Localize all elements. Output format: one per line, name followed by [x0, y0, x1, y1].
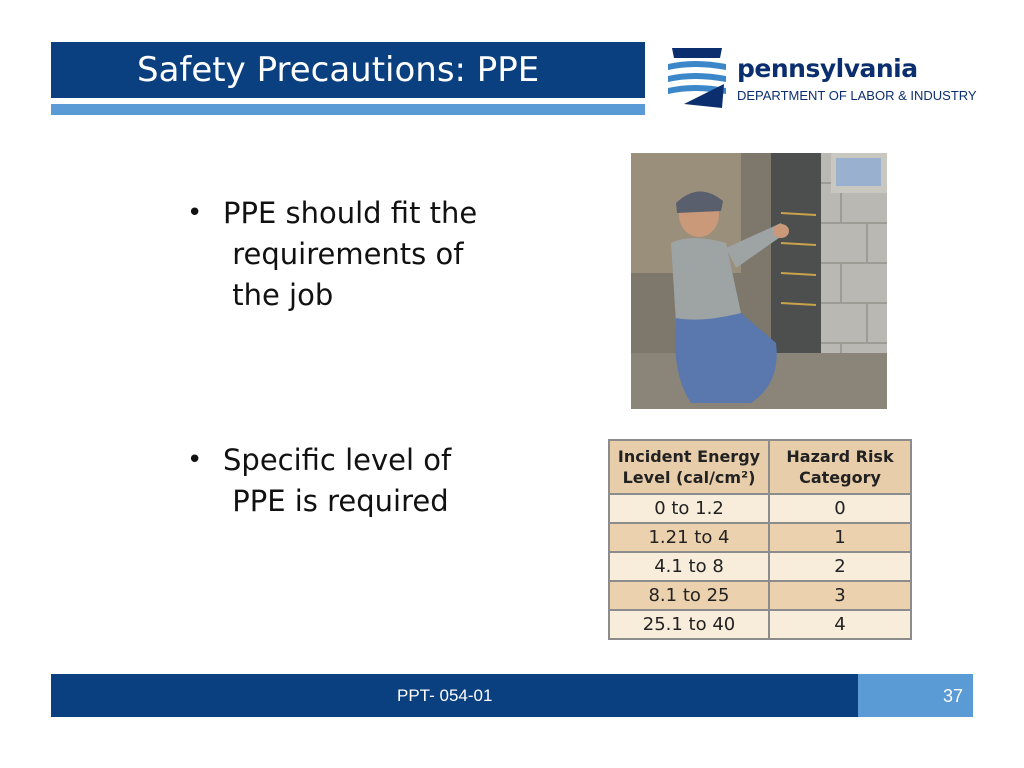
logo-department: DEPARTMENT OF LABOR & INDUSTRY: [737, 88, 977, 103]
table-cell: 4.1 to 8: [609, 552, 769, 581]
table-cell: 2: [769, 552, 911, 581]
page-number: 37: [942, 686, 963, 706]
table-cell: 3: [769, 581, 911, 610]
bullet-text-2: Specific level of PPE is required: [223, 443, 452, 518]
slide-title: Safety Precautions: PPE: [51, 42, 645, 98]
header-hazard-risk: Hazard Risk Category: [769, 440, 911, 494]
table-cell: 4: [769, 610, 911, 639]
keystone-logo-icon: [664, 44, 730, 110]
logo-name: pennsylvania: [737, 54, 918, 83]
worker-at-electrical-panel-icon: [631, 153, 887, 409]
table-cell: 8.1 to 25: [609, 581, 769, 610]
page-number-box: [858, 674, 973, 717]
table-row: [609, 494, 911, 523]
table-row: [609, 610, 911, 639]
header-incident-energy: Incident Energy Level (cal/cm²): [609, 440, 769, 494]
hazard-risk-table: [608, 439, 912, 640]
title-underline: [51, 104, 645, 115]
table-row: [609, 552, 911, 581]
table-row: [609, 581, 911, 610]
table-cell: 0 to 1.2: [609, 494, 769, 523]
bullet-dot-icon: •: [187, 198, 203, 228]
table-cell: 0: [769, 494, 911, 523]
bullet-text-1: PPE should fit the requirements of the job: [223, 196, 478, 312]
table-cell: 25.1 to 40: [609, 610, 769, 639]
footer-code: PPT- 054-01: [397, 686, 493, 705]
footer-bar: [51, 674, 858, 717]
worker-photo: [631, 153, 887, 409]
table-header-row: [609, 440, 911, 494]
bullet-item-1: [187, 193, 478, 316]
table-cell: 1.21 to 4: [609, 523, 769, 552]
bullet-item-2: [187, 440, 452, 563]
bullet-dot-icon: •: [187, 445, 203, 475]
table-row: [609, 523, 911, 552]
table-cell: 1: [769, 523, 911, 552]
pa-labor-logo: [664, 44, 984, 114]
